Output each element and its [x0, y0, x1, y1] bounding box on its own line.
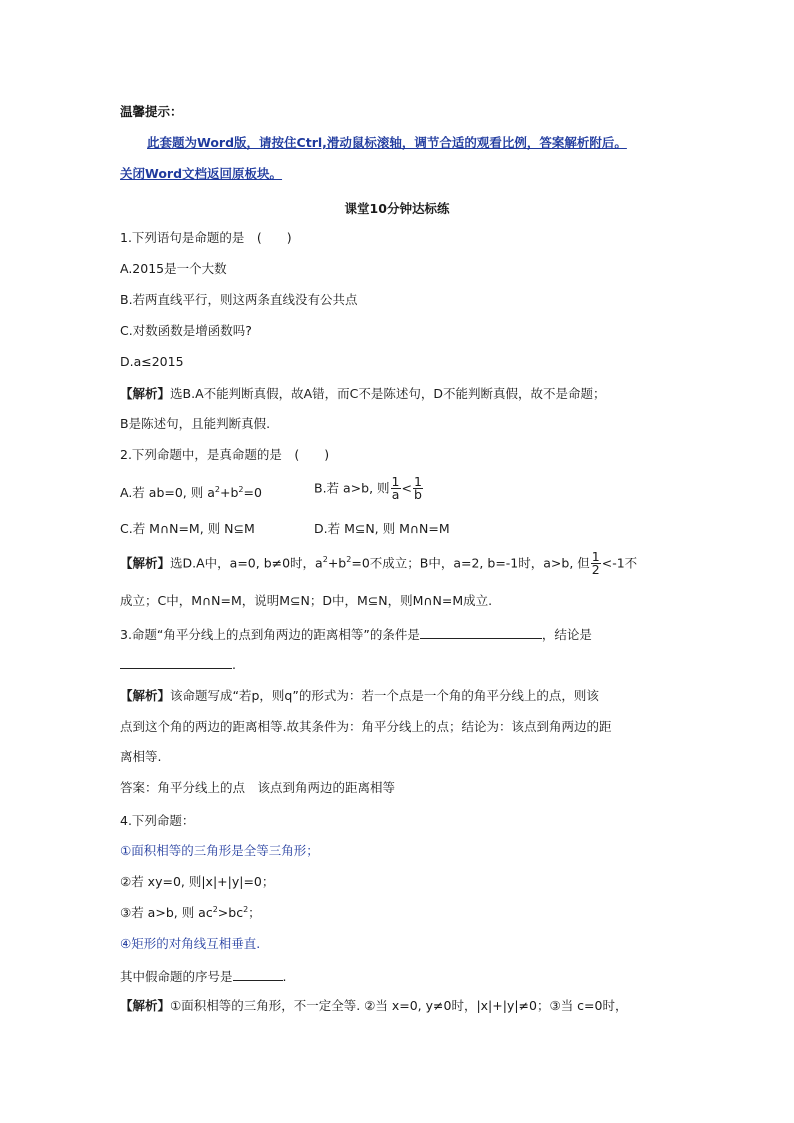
- q3-analysis-line-3: 离相等.: [120, 749, 162, 764]
- q2-option-a: A.若 ab=0, 则 $a^2+b^2=0$: [120, 484, 262, 500]
- tip-line-2: 关闭Word文档返回原板块。: [120, 166, 283, 181]
- q3-answer: 答案：角平分线上的点 该点到角两边的距离相等: [120, 780, 396, 795]
- q2-stem: 2.下列命题中，是真命题的是 ( ): [120, 447, 330, 462]
- q2-option-d: D.若 M⊆N, 则 M∩N=M: [314, 521, 450, 536]
- tip-title: 温馨提示：: [120, 104, 183, 119]
- section-heading: 课堂10分钟达标练: [344, 201, 450, 216]
- q1-option-d: D.a≤2015: [120, 354, 184, 369]
- analysis-tag: 【解析】: [120, 688, 171, 703]
- fraction-1-over-2: $\frac{1}{2}$: [591, 549, 600, 577]
- q2-option-b: B.若 a>b, 则 $\frac{1}{a}$ < $\frac{1}{b}$: [314, 474, 422, 502]
- q1-analysis-line-1: 【解析】选B.A不能判断真假，故A错，而C不是陈述句，D不能判断真假，故不是命题；: [120, 386, 606, 401]
- analysis-tag: 【解析】: [120, 998, 171, 1013]
- answer-blank[interactable]: [120, 655, 232, 669]
- q1-option-a: A.2015是一个大数: [120, 261, 227, 276]
- q2-analysis-line-1: 【解析】选D.A中，a=0, b≠0时，$a^2+b^2=0$不成立；B中，a=2, b=-1时，a>b, 但 $\frac{1}{2}$ <-1不: [120, 549, 638, 577]
- q4-item-3: ③若 a>b, 则 $ac^2>bc^2$；: [120, 904, 261, 920]
- answer-blank[interactable]: [420, 625, 542, 639]
- analysis-tag: 【解析】: [120, 386, 171, 401]
- q3-stem: 3.命题“角平分线上的点到角两边的距离相等”的条件是 ，结论是: [120, 627, 592, 642]
- q1-stem: 1.下列语句是命题的是 ( ): [120, 230, 292, 245]
- q3-stem-cont: .: [120, 655, 236, 673]
- q4-ask: 其中假命题的序号是 .: [120, 969, 287, 984]
- q4-stem: 4.下列命题：: [120, 813, 195, 828]
- q1-option-c: C.对数函数是增函数吗?: [120, 323, 252, 338]
- q4-item-1: ①面积相等的三角形是全等三角形；: [120, 843, 319, 858]
- fraction-1-over-b: $\frac{1}{b}$: [413, 474, 422, 502]
- q4-item-4: ④矩形的对角线互相垂直.: [120, 936, 261, 951]
- q4-item-2: ②若 xy=0, 则|x|+|y|=0；: [120, 874, 275, 889]
- q4-analysis-line-1: 【解析】①面积相等的三角形，不一定全等. ②当 x=0, y≠0时，|x|+|y|≠0；③当 c=0时，: [120, 998, 628, 1013]
- tip-line-1: 此套题为Word版，请按住Ctrl,滑动鼠标滚轴，调节合适的观看比例，答案解析附后。: [147, 135, 627, 150]
- q1-analysis-line-2: B是陈述句，且能判断真假.: [120, 416, 271, 431]
- q3-analysis-line-2: 点到这个角的两边的距离相等.故其条件为：角平分线上的点；结论为：该点到角两边的距: [120, 719, 612, 734]
- answer-blank[interactable]: [233, 967, 283, 981]
- fraction-1-over-a: $\frac{1}{a}$: [391, 474, 400, 502]
- q1-option-b: B.若两直线平行，则这两条直线没有公共点: [120, 292, 358, 307]
- analysis-tag: 【解析】: [120, 555, 171, 571]
- q2-option-c: C.若 M∩N=M, 则 N⊆M: [120, 521, 255, 536]
- q3-analysis-line-1: 【解析】该命题写成“若p，则q”的形式为：若一个点是一个角的角平分线上的点，则该: [120, 688, 599, 703]
- q2-analysis-line-2: 成立；C中，M∩N=M，说明M⊆N；D中，M⊆N，则M∩N=M成立.: [120, 593, 493, 608]
